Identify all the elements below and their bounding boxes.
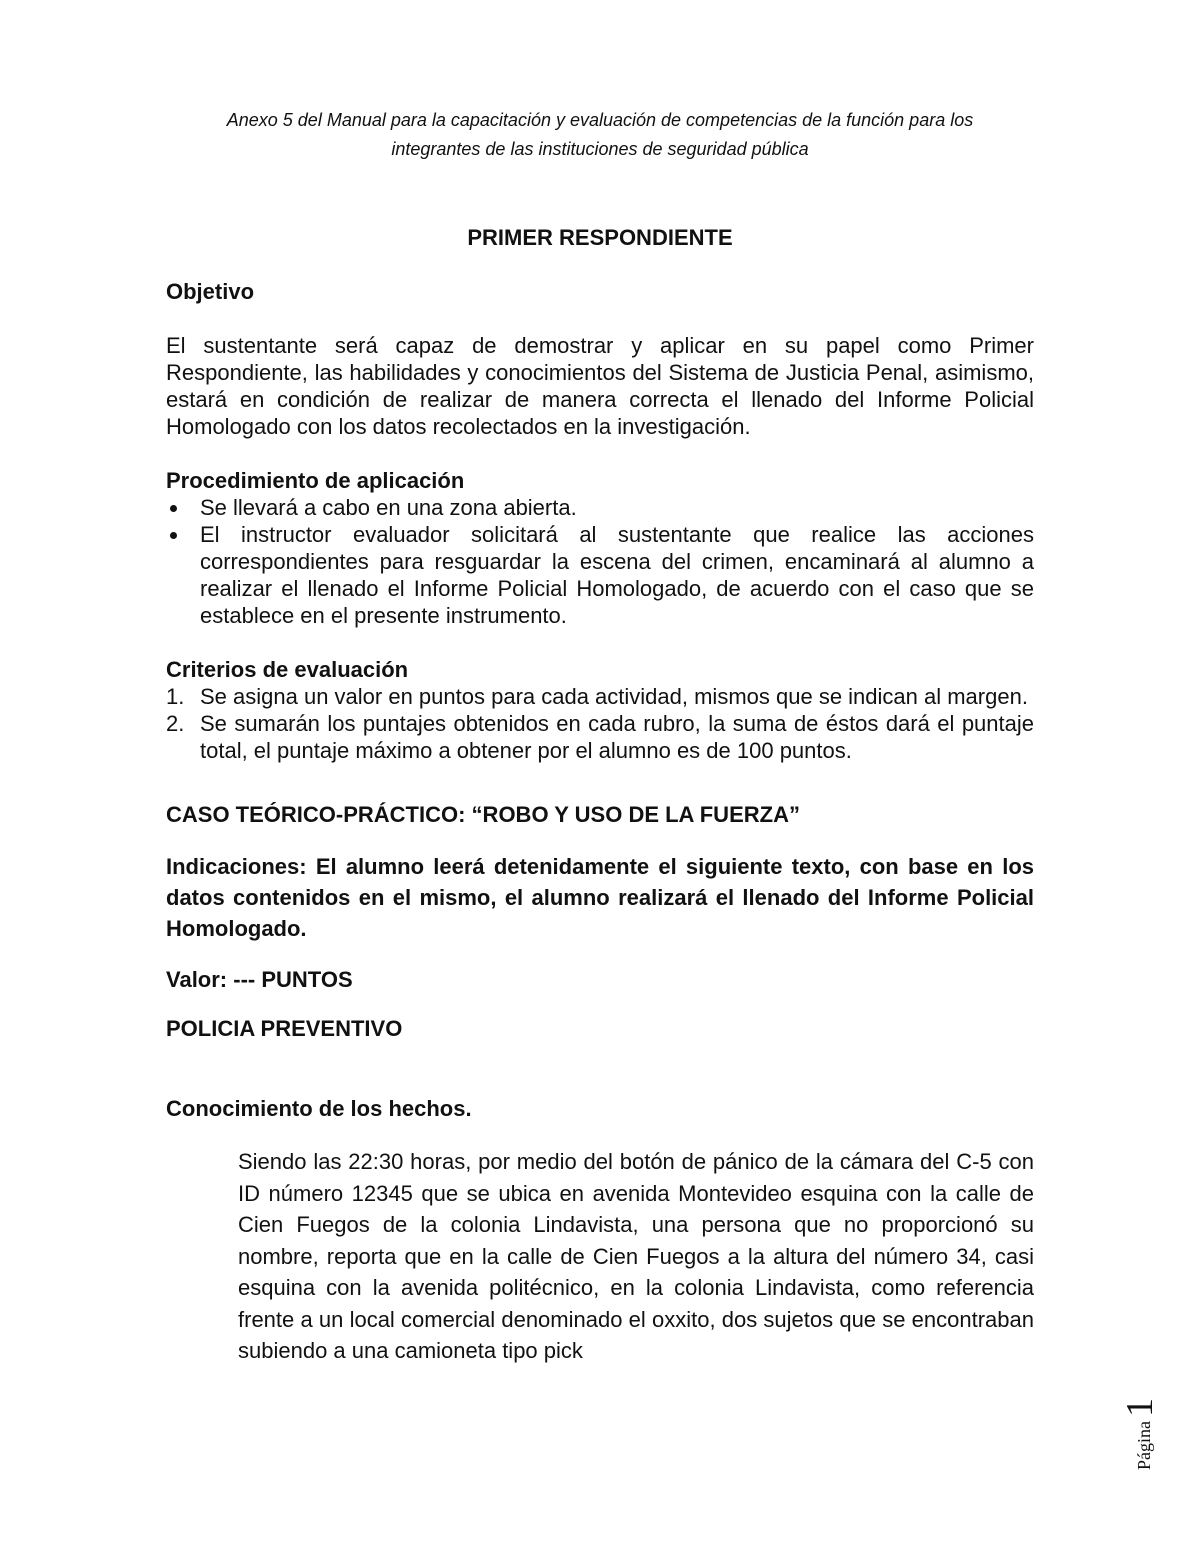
page-header <box>150 106 1050 164</box>
criterios-list <box>166 683 1034 764</box>
conocimiento-heading: Conocimiento de los hechos. <box>166 1096 472 1121</box>
objetivo-text: El sustentante será capaz de demostrar y aplicar en su papel como Primer Respondiente, las habilidades y conocimientos del Sistema de Justicia Penal, asimismo, estará en condición de realizar de manera correcta el llenado del Informe Policial Homologado con los datos recolectados en la investigación. <box>166 333 1034 439</box>
policia-heading: POLICIA PREVENTIVO <box>166 1016 403 1041</box>
header-line-1: Anexo 5 del Manual para la capacitación y evaluación de competencias de la función para los <box>226 110 974 130</box>
bullet-icon <box>170 532 177 539</box>
caso-heading: CASO TEÓRICO-PRÁCTICO: “ROBO Y USO DE LA FUERZA” <box>166 802 800 827</box>
procedimiento-heading: Procedimiento de aplicación <box>166 468 465 493</box>
page-number: 1 <box>1119 1398 1161 1417</box>
list-item-text: El instructor evaluador solicitará al sustentante que realice las acciones correspondientes para resguardar la escena del crimen, encaminará al alumno a realizar el llenado el Informe Policial Homologado, de acuerdo con el caso que se establece en el presente instrumento. <box>200 522 1034 628</box>
list-item-text: Se asigna un valor en puntos para cada actividad, mismos que se indican al margen. <box>200 684 1028 709</box>
document-title: PRIMER RESPONDIENTE <box>467 225 733 250</box>
indicaciones-text: Indicaciones: El alumno leerá detenidamente el siguiente texto, con base en los datos contenidos en el mismo, el alumno realizará el llenado del Informe Policial Homologado. <box>166 854 1034 941</box>
criterios-heading: Criterios de evaluación <box>166 657 409 682</box>
valor-text: Valor: --- PUNTOS <box>166 967 353 992</box>
list-item <box>166 683 1034 710</box>
conocimiento-text: Siendo las 22:30 horas, por medio del botón de pánico de la cámara del C-5 con ID número 12345 que se ubica en avenida Montevideo esquina con la calle de Cien Fuegos de la colonia Lindavista, una persona que no proporcionó su nombre, reporta que en la calle de Cien Fuegos a la altura del número 34, casi esquina con la avenida politécnico, en la colonia Lindavista, como referencia frente a un local comercial denominado el oxxito, dos sujetos que se encontraban subiendo a una camioneta tipo pick <box>238 1149 1034 1363</box>
page-number-label <box>1120 1330 1160 1470</box>
list-item <box>166 710 1034 764</box>
header-line-2: integrantes de las instituciones de seguridad pública <box>391 139 809 159</box>
list-item-text: Se llevará a cabo en una zona abierta. <box>200 495 577 520</box>
bullet-icon <box>170 505 177 512</box>
page-word: Página <box>1134 1421 1154 1470</box>
objetivo-heading: Objetivo <box>166 279 255 304</box>
list-item <box>166 494 1034 521</box>
list-item-number: 1. <box>166 684 185 709</box>
list-item <box>166 521 1034 629</box>
document-body <box>166 220 1034 1367</box>
procedimiento-list <box>166 494 1034 629</box>
list-item-number: 2. <box>166 711 185 736</box>
list-item-text: Se sumarán los puntajes obtenidos en cada rubro, la suma de éstos dará el puntaje total, el puntaje máximo a obtener por el alumno es de 100 puntos. <box>200 711 1034 763</box>
